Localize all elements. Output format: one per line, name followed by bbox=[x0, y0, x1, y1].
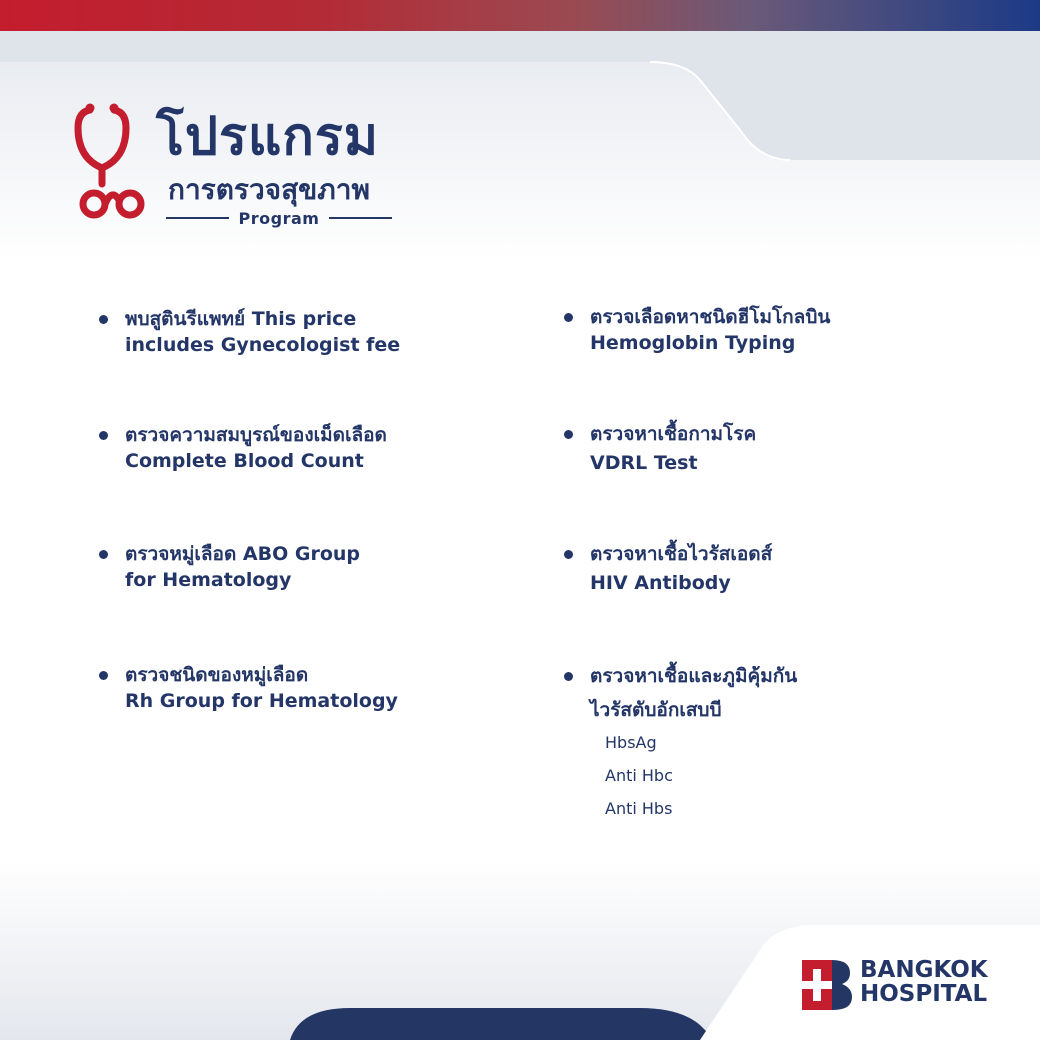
bullet bbox=[99, 671, 108, 680]
item-title-th: ตรวจความสมบูรณ์ของเม็ดเลือด bbox=[125, 424, 387, 446]
bullet bbox=[564, 550, 573, 559]
item-title-en: includes Gynecologist fee bbox=[125, 334, 401, 356]
item-title-th-cont: ไวรัสตับอักเสบบี bbox=[590, 699, 722, 721]
stethoscope-icon bbox=[72, 100, 156, 224]
item-title-en: Rh Group for Hematology bbox=[125, 690, 398, 712]
page-subtitle: การตรวจสุขภาพ bbox=[168, 173, 370, 206]
brand-name-line2: HOSPITAL bbox=[860, 981, 988, 1007]
bullet bbox=[99, 431, 108, 440]
item-title-th: ตรวจหาเชื้อไวรัสเอดส์ bbox=[590, 543, 773, 565]
program-label bbox=[166, 206, 392, 230]
brand-name bbox=[860, 958, 988, 1006]
bullet bbox=[564, 313, 573, 322]
sub-item: HbsAg bbox=[605, 733, 657, 752]
page-title: โปรแกรม bbox=[156, 107, 380, 167]
item-title-th: ตรวจหาเชื้อและภูมิคุ้มกัน bbox=[590, 665, 798, 687]
item-title-en: Hemoglobin Typing bbox=[590, 332, 796, 354]
program-label-text: Program bbox=[238, 208, 320, 228]
item-title-en: Complete Blood Count bbox=[125, 450, 364, 472]
brand-name-line1: BANGKOK bbox=[860, 957, 988, 983]
item-title-en: for Hematology bbox=[125, 569, 292, 591]
divider-left bbox=[166, 217, 229, 219]
bangkok-hospital-logo bbox=[802, 957, 1012, 1010]
hospital-cross-icon bbox=[802, 960, 852, 1010]
bullet bbox=[564, 672, 573, 681]
bullet bbox=[564, 430, 573, 439]
sub-item: Anti Hbc bbox=[605, 766, 673, 785]
bullet bbox=[99, 550, 108, 559]
item-title-en: HIV Antibody bbox=[590, 572, 731, 594]
item-title-th: ตรวจชนิดของหมู่เลือด bbox=[125, 664, 309, 686]
item-title-th: พบสูตินรีแพทย์ This price bbox=[125, 308, 357, 330]
item-title-th: ตรวจเลือดหาชนิดฮีโมโกลบิน bbox=[590, 306, 831, 328]
bullet bbox=[99, 315, 108, 324]
item-title-en: VDRL Test bbox=[590, 452, 698, 474]
item-title-th: ตรวจหาเชื้อกามโรค bbox=[590, 423, 757, 445]
divider-right bbox=[329, 217, 392, 219]
item-title-th: ตรวจหมู่เลือด ABO Group bbox=[125, 543, 360, 565]
sub-item: Anti Hbs bbox=[605, 799, 673, 818]
program-header bbox=[72, 100, 412, 235]
